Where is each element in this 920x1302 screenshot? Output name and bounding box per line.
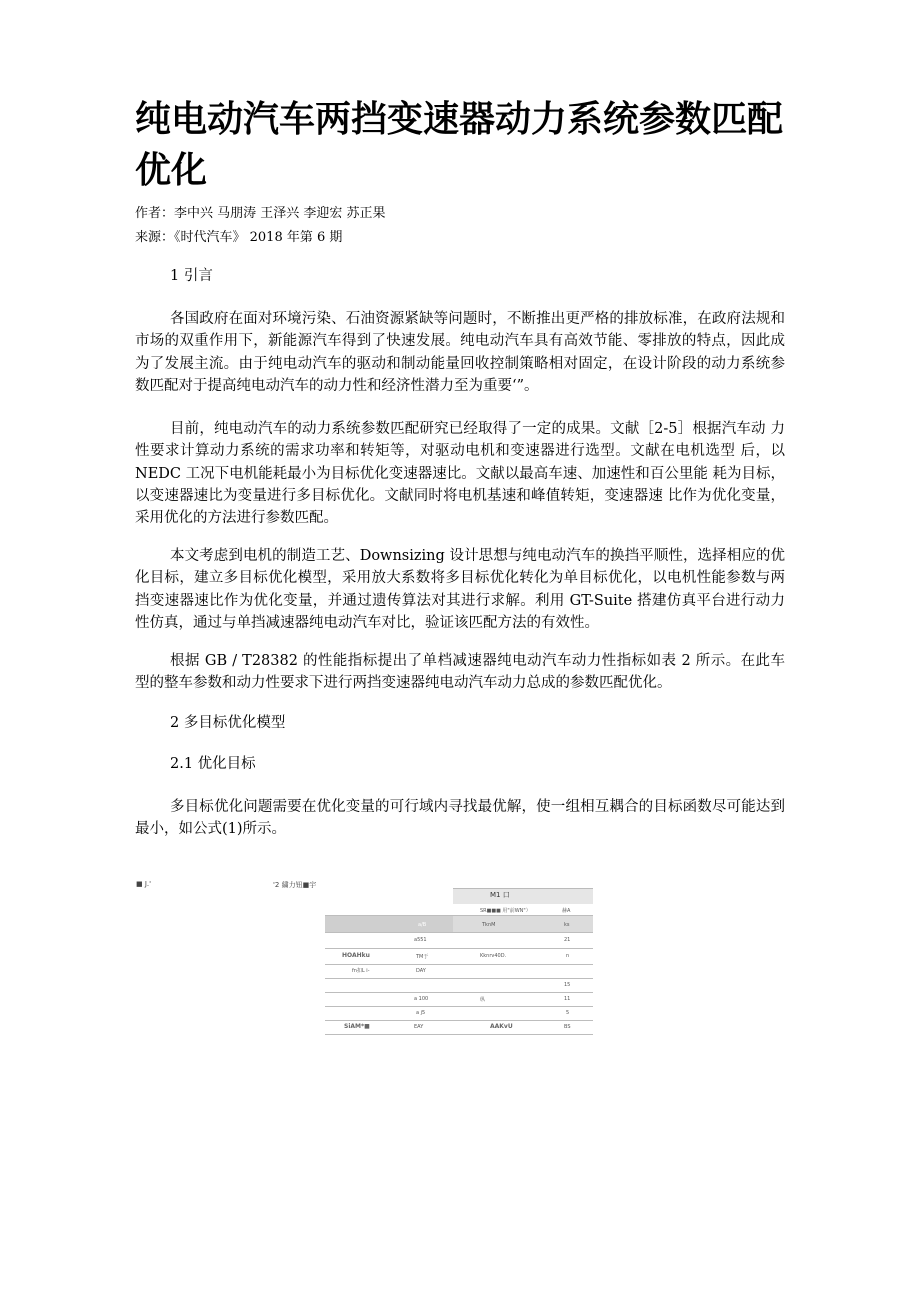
paragraph-intro-4: 根据 GB / T28382 的性能指标提出了单档减速器纯电动汽车动力性指标如表 2 所示。在此车 型的整车参数和动力性要求下进行两挡变速器纯电动汽车动力总成的参数匹配优化。: [135, 653, 785, 692]
table-rule: [325, 978, 593, 979]
figure-table-image: [130, 870, 600, 1045]
table-rule: [325, 964, 593, 965]
paragraph-intro-2: 目前，纯电动汽车的动力系统参数匹配研究已经取得了一定的成果。文献［2-5］根据汽车动 力性要求计算动力系统的需求功率和转矩等，对驱动电机和变速器进行选型。文献在电机选型 后，以 NEDC 工况下电机能耗最小为目标优化变速器速比。文献以最高车速、加速性和百公里能 耗为目标，以变速器速比为变量进行多目标优化。文献同时将电机基速和峰值转矩，变速器速 比作为优化变量，采用优化的方法进行参数匹配。: [135, 421, 785, 527]
table-cell: Kknrv40D.: [480, 953, 507, 959]
table-rule: [325, 1034, 593, 1035]
paragraph-intro-3: 本文考虑到电机的制造工艺、Downsizing 设计思想与纯电动汽车的换挡平顺性，选择相应的优化目标，建立多目标优化模型，采用放大系数将多目标优化转化为单目标优化，以电机性能参数与两挡变速器速比作为优化变量，并通过遗传算法对其进行求解。利用 GT-Suite 搭建仿真平台进行动力性仿真，通过与单挡减速器纯电动汽车对比，验证该匹配方法的有效性。: [135, 548, 785, 631]
table-cell: DAY: [416, 968, 426, 974]
source-line: 来源：《时代汽车》 2018 年第 6 期: [135, 230, 343, 245]
table-cell: SiAM*■: [344, 1023, 370, 1030]
table-cell: fn扣L i-: [352, 968, 370, 974]
section-heading-model: 2 多目标优化模型: [170, 715, 286, 731]
table-cell: 5: [566, 1010, 570, 1016]
table-cell: n: [566, 953, 570, 959]
table-rule: [325, 1006, 593, 1007]
table-cell: a j5: [416, 1010, 426, 1016]
figure-caption-mid: '2 繍力钮■宇: [273, 881, 317, 889]
table-rule: [325, 915, 593, 916]
table-cell: EAY: [414, 1024, 424, 1030]
paragraph-objective-1: 多目标优化问题需要在优化变量的可行域内寻找最优解，使一组相互耦合的目标函数尽可能达到最小，如公式(1)所示。: [135, 799, 785, 838]
author-line: 作者：李中兴 马朋涛 王泽兴 李迎宏 苏正果: [135, 206, 386, 221]
table-rule: [325, 932, 593, 933]
table-cell: a 100: [414, 996, 429, 1002]
section-heading-objective: 2.1 优化目标: [170, 756, 256, 772]
section-heading-intro: 1 引言: [170, 268, 213, 284]
paragraph-intro-1: 各国政府在面对环境污染、石油资源紧缺等问题时，不断推出更严格的排放标准，在政府法规和市场的双重作用下，新能源汽车得到了快速发展。纯电动汽车具有高效节能、零排放的特点，因此成为了发展主流。由于纯电动汽车的驱动和制动能量回收控制策略相对固定，在设计阶段的动力系统参数匹配对于提高纯电动汽车的动力性和经济性潜力至为重要‘”。: [135, 311, 785, 394]
table-rule: [325, 992, 593, 993]
table-cell: TM于: [416, 954, 429, 960]
table-cell: ks: [564, 922, 570, 928]
table-rule: [325, 1020, 593, 1021]
table-cell: a551: [414, 937, 427, 943]
table-cell: AAKvU: [490, 1023, 513, 1030]
article-title: 纯电动汽车两挡变速器动力系统参数匹配优化: [135, 99, 784, 191]
figure-caption-left: ■ J.': [136, 880, 152, 888]
table-cell: a/B: [418, 922, 427, 928]
table-subheader-1: SR■■■ 用"前WN"）: [480, 908, 531, 914]
table-cell: BS: [564, 1024, 571, 1030]
table-cell: 纵: [480, 997, 486, 1003]
table-cell: 11: [564, 996, 571, 1002]
table-subheader-2: 赫A: [562, 908, 571, 914]
table-cell: 15: [564, 982, 571, 988]
table-header-text: M1 口: [490, 891, 510, 899]
table-shaded-cell: [325, 916, 453, 932]
table-rule: [325, 948, 593, 949]
table-cell: 21: [564, 937, 571, 943]
table-cell: TknM: [482, 922, 496, 928]
table-header-bar: [453, 888, 593, 904]
table-cell: HOAHku: [342, 952, 370, 959]
